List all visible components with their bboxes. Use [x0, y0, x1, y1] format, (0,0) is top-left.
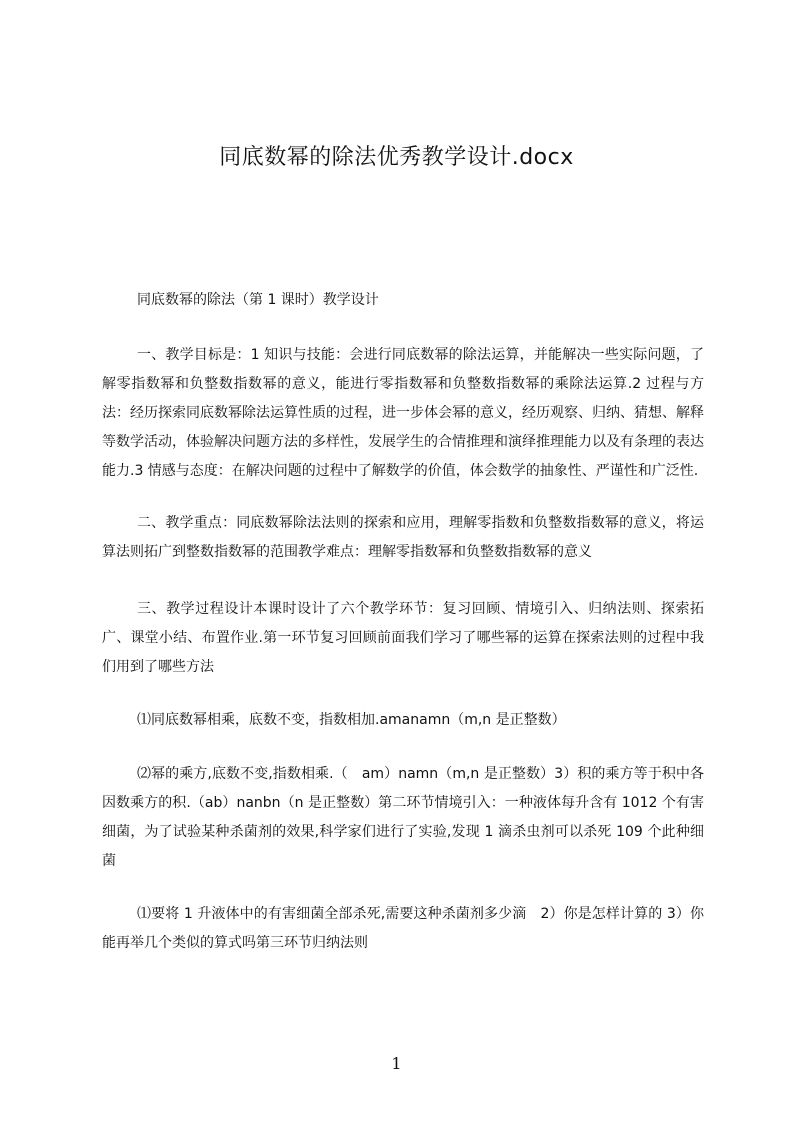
document-body: [102, 286, 704, 958]
questions-paragraph: ⑴要将 1 升液体中的有害细菌全部杀死,需要这种杀菌剂多少滴 2）你是怎样计算的 3）你能再举几个类似的算式吗第三环节归纳法则: [102, 906, 704, 951]
product-rule-paragraph: ⑴同底数幂相乘，底数不变，指数相加.amanamn（m,n 是正整数）: [137, 712, 566, 728]
page-number: 1: [391, 1054, 402, 1073]
teaching-objectives-paragraph: 一、教学目标是：1 知识与技能：会进行同底数幂的除法运算，并能解决一些实际问题，了解零指数幂和负整数指数幂的意义，能进行零指数幂和负整数指数幂的乘除法运算.2 过程与方法：经历探索同底数幂除法运算性质的过程，进一步体会幂的意义，经历观察、归纳、猜想、解释等数学活动，体验解决问题方法的多样性，发展学生的合情推理和演绎推理能力以及有条理的表达能力.3 情感与态度：在解决问题的过程中了解数学的价值，体会数学的抽象性、严谨性和广泛性.: [102, 347, 704, 479]
lesson-heading: 同底数幂的除法（第 1 课时）教学设计: [137, 292, 379, 308]
power-rule-paragraph: ⑵幂的乘方,底数不变,指数相乘.（ am）namn（m,n 是正整数）3）积的乘方等于积中各因数乘方的积.（ab）nanbn（n 是正整数）第二环节情境引入：一种液体每升含有 1012 个有害细菌，为了试验某种杀菌剂的效果,科学家们进行了实验,发现 1 滴杀虫剂可以杀死 109 个此种细菌: [102, 766, 704, 869]
document-title: 同底数幂的除法优秀教学设计.docx: [219, 145, 574, 170]
teaching-process-paragraph: 三、教学过程设计本课时设计了六个教学环节：复习回顾、情境引入、归纳法则、探索拓广、课堂小结、布置作业.第一环节复习回顾前面我们学习了哪些幂的运算在探索法则的过程中我们用到了哪些方法: [102, 601, 704, 675]
teaching-focus-paragraph: 二、教学重点：同底数幂除法法则的探索和应用，理解零指数和负整数指数幂的意义，将运算法则拓广到整数指数幂的范围教学难点：理解零指数幂和负整数指数幂的意义: [102, 515, 704, 560]
